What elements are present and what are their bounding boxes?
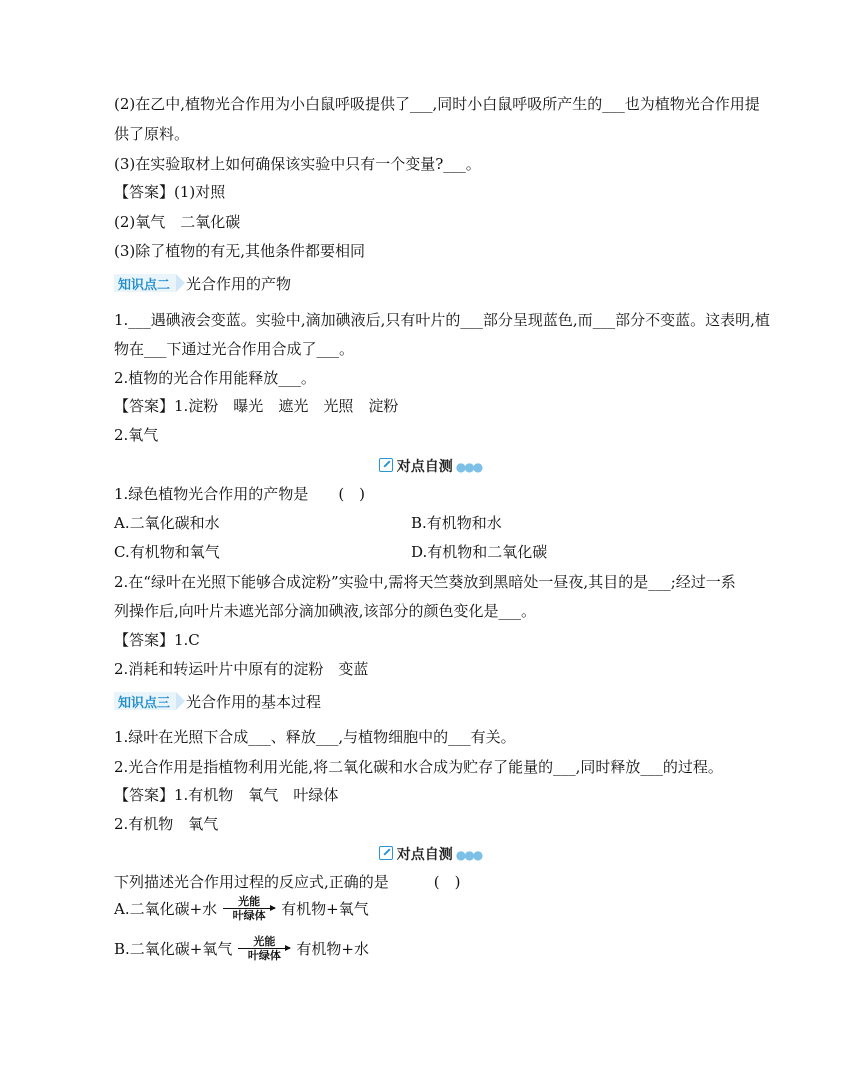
dots-icon: ●●● bbox=[455, 460, 482, 474]
answer-line-2: (2)氧气 二氧化碳 bbox=[114, 213, 241, 231]
self-test-1-question-2-line-2: 列操作后,向叶片未遮光部分滴加碘液,该部分的颜色变化是___。 bbox=[114, 602, 537, 620]
self-test-label: 对点自测 bbox=[396, 459, 453, 475]
arrow-condition-top: 光能 bbox=[238, 895, 261, 908]
section-3-heading bbox=[114, 690, 321, 712]
arrow-condition-top: 光能 bbox=[253, 935, 276, 948]
option-a: A.二氧化碳和水 bbox=[114, 514, 220, 532]
answer-line-3: (3)除了植物的有无,其他条件都要相同 bbox=[114, 242, 366, 260]
reaction-b-reactants: B.二氧化碳+氧气 bbox=[114, 940, 233, 958]
section-3-title: 光合作用的基本过程 bbox=[186, 692, 322, 711]
section-2-tag: 知识点二 bbox=[114, 274, 176, 292]
reaction-option-a bbox=[114, 895, 369, 922]
question-2-line-1: (2)在乙中,植物光合作用为小白鼠呼吸提供了___,同时小白鼠呼吸所产生的___也为植物光合作用提 bbox=[114, 95, 760, 113]
section-2-heading bbox=[114, 272, 291, 294]
section-3-answer-2: 2.有机物 氧气 bbox=[114, 815, 219, 833]
section-2-line-3: 2.植物的光合作用能释放___。 bbox=[114, 369, 316, 387]
option-c: C.有机物和氧气 bbox=[114, 543, 220, 561]
self-test-label: 对点自测 bbox=[396, 847, 453, 863]
self-test-1-answer-2: 2.消耗和转运叶片中原有的淀粉 变蓝 bbox=[114, 660, 369, 678]
option-b: B.有机物和水 bbox=[411, 514, 502, 532]
section-3-line-2: 2.光合作用是指植物利用光能,将二氧化碳和水合成为贮存了能量的___,同时释放___的过程。 bbox=[114, 758, 723, 776]
pen-icon bbox=[379, 846, 393, 860]
section-2-line-1: 1.___遇碘液会变蓝。实验中,滴加碘液后,只有叶片的___部分呈现蓝色,而___部分不变蓝。这表明,植 bbox=[114, 311, 770, 329]
reaction-a-reactants: A.二氧化碳+水 bbox=[114, 900, 218, 918]
reaction-b-products: 有机物+水 bbox=[296, 940, 369, 958]
self-test-heading-2 bbox=[0, 844, 860, 864]
arrow-icon bbox=[223, 908, 275, 909]
section-2-line-2: 物在___下通过光合作用合成了___。 bbox=[114, 340, 355, 358]
question-2-line-2: 供了原料。 bbox=[114, 125, 190, 143]
self-test-heading-1 bbox=[0, 456, 860, 476]
reaction-option-b bbox=[114, 935, 369, 962]
dots-icon: ●●● bbox=[455, 848, 482, 862]
self-test-1-question-1: 1.绿色植物光合作用的产物是 ( ) bbox=[114, 485, 366, 503]
section-3-tag: 知识点三 bbox=[114, 692, 176, 710]
self-test-1-question-2-line-1: 2.在“绿叶在光照下能够合成淀粉”实验中,需将天竺葵放到黑暗处一昼夜,其目的是___;经过一系 bbox=[114, 573, 736, 591]
reaction-arrow bbox=[238, 935, 290, 962]
reaction-a-products: 有机物+氧气 bbox=[281, 900, 369, 918]
section-2-answer-2: 2.氧气 bbox=[114, 426, 159, 444]
arrow-condition-bottom: 叶绿体 bbox=[232, 909, 266, 922]
section-3-answer-1: 【答案】1.有机物 氧气 叶绿体 bbox=[114, 786, 339, 804]
arrow-condition-bottom: 叶绿体 bbox=[247, 949, 281, 962]
self-test-2-question: 下列描述光合作用过程的反应式,正确的是 ( ) bbox=[114, 873, 461, 891]
section-3-line-1: 1.绿叶在光照下合成___、释放___,与植物细胞中的___有关。 bbox=[114, 728, 516, 746]
arrow-icon bbox=[238, 948, 290, 949]
pen-icon bbox=[379, 458, 393, 472]
answer-line-1: 【答案】(1)对照 bbox=[114, 183, 226, 201]
option-d: D.有机物和二氧化碳 bbox=[411, 543, 548, 561]
reaction-arrow bbox=[223, 895, 275, 922]
question-3: (3)在实验取材上如何确保该实验中只有一个变量?___。 bbox=[114, 155, 481, 173]
section-2-title: 光合作用的产物 bbox=[186, 274, 292, 293]
self-test-1-answer-1: 【答案】1.C bbox=[114, 631, 200, 649]
section-2-answer-1: 【答案】1.淀粉 曝光 遮光 光照 淀粉 bbox=[114, 397, 399, 415]
